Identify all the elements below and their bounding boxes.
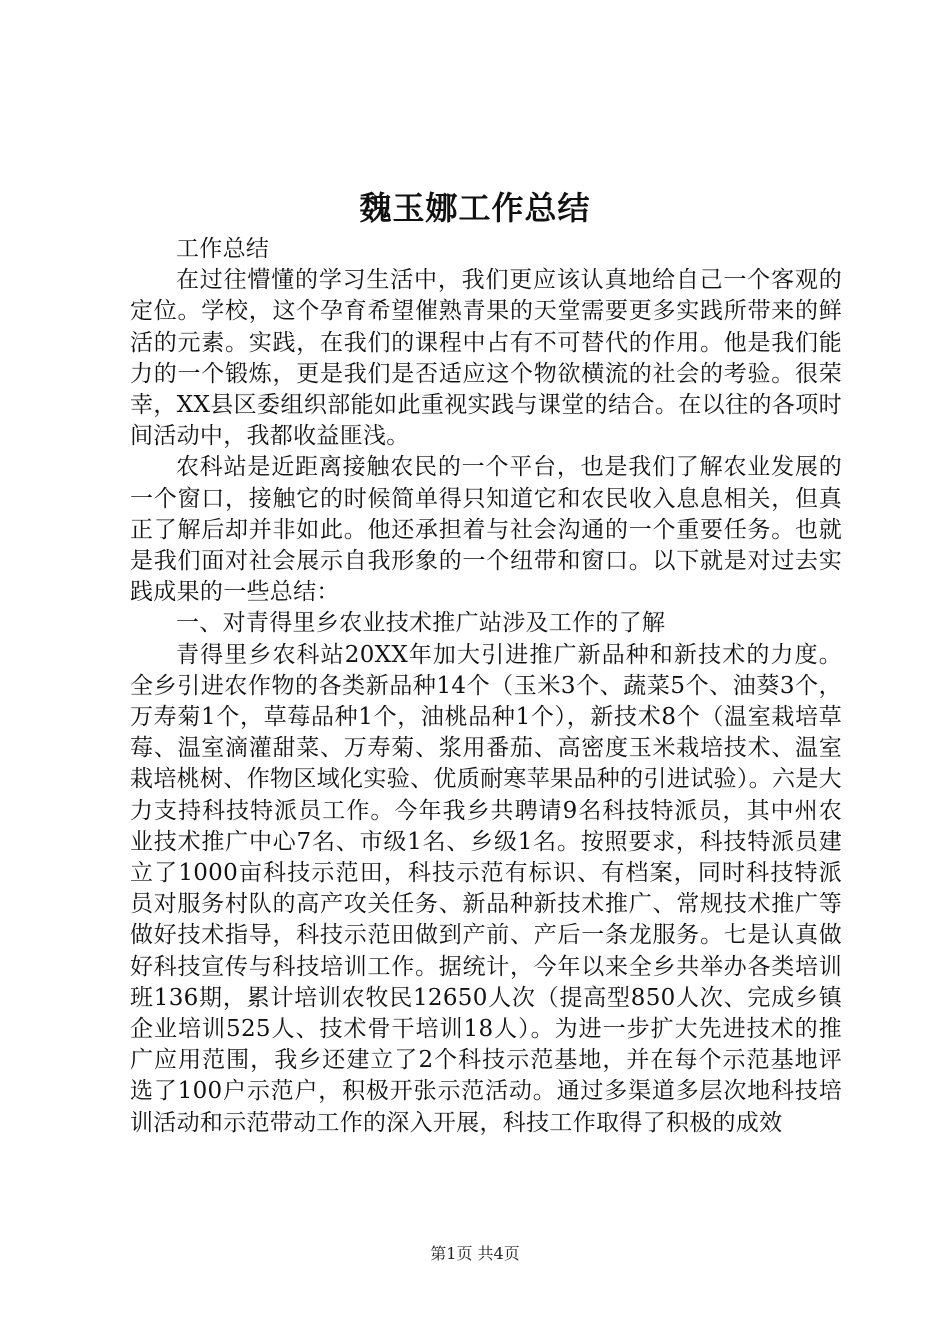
paragraph-station: 农科站是近距离接触农民的一个平台，也是我们了解农业发展的一个窗口，接触它的时候简单得只知道它和农民收入息息相关，但真正了解后却并非如此。他还承担着与社会沟通的一个重要任务。也就是我们面对社会展示自我形象的一个纽带和窗口。以下就是对过去实践成果的一些总结： [130,454,842,606]
paragraph-intro: 在过往懵懂的学习生活中，我们更应该认真地给自己一个客观的定位。学校，这个孕育希望催熟青果的天堂需要更多实践所带来的鲜活的元素。实践，在我们的课程中占有不可替代的作用。他是我们能力的一个锻炼，更是我们是否适应这个物欲横流的社会的考验。很荣幸，XX县区委组织部能如此重视实践与课堂的结合。在以往的各项时间活动中，我都收益匪浅。 [130,267,842,450]
paragraph-details: 青得里乡农科站20XX年加大引进推广新品种和新技术的力度。全乡引进农作物的各类新品种14个（玉米3个、蔬菜5个、油葵3个，万寿菊1个，草莓品种1个，油桃品种1个），新技术8个（温室栽培草莓、温室滴灌甜菜、万寿菊、浆用番茄、高密度玉米栽培技术、温室栽培桃树、作物区域化实验、优质耐寒苹果品种的引进试验）。六是大力支持科技特派员工作。今年我乡共聘请9名科技特派员，其中州农业技术推广中心7名、市级1名、乡级1名。按照要求，科技特派员建立了1000亩科技示范田，科技示范有标识、有档案，同时科技特派员对服务村队的高产攻关任务、新品种新技术推广、常规技术推广等做好技术指导，科技示范田做到产前、产后一条龙服务。七是认真做好科技宣传与科技培训工作。据统计，今年以来全乡共举办各类培训班136期，累计培训农牧民12650人次（提高型850人次、完成乡镇企业培训525人、技术骨干培训18人）。为进一步扩大先进技术的推广应用范围，我乡还建立了2个科技示范基地，并在每个示范基地评选了100户示范户，积极开张示范活动。通过多渠道多层次地科技培训活动和示范带动工作的深入开展，科技工作取得了积极的成效 [130,641,842,1136]
paragraph-heading: 工作总结 [176,236,270,262]
document-title: 魏玉娜工作总结 [359,189,591,227]
page-footer: 第1页 共4页 [430,1244,520,1263]
document-body [130,234,842,1139]
section-heading: 一、对青得里乡农业技术推广站涉及工作的了解 [176,610,666,637]
